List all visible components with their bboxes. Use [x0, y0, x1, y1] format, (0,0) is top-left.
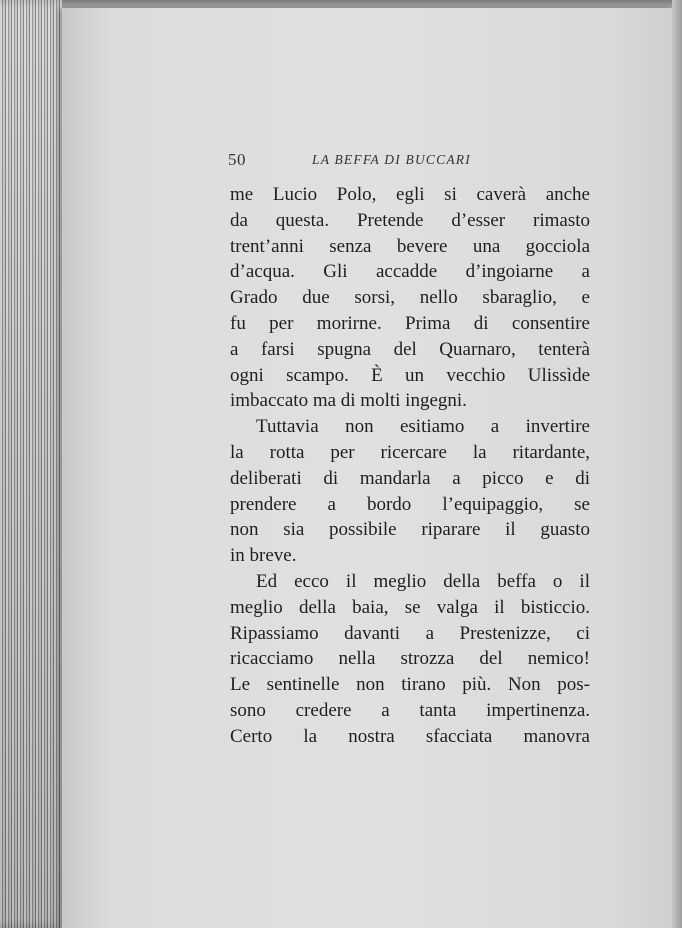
text-line: non sia possibile riparare il guasto — [230, 519, 590, 541]
body-text — [230, 182, 590, 750]
text-line: fu per morirne. Prima di consentire — [230, 312, 590, 334]
text-line: ogni scampo. È un vecchio Ulissìde — [230, 364, 590, 386]
paragraph-3 — [230, 569, 590, 750]
text-line: ricacciamo nella strozza del nemico! — [230, 648, 590, 670]
running-title: LA BEFFA DI BUCCARI — [312, 152, 471, 167]
text-line: in breve. — [230, 545, 297, 567]
text-line: meglio della baia, se valga il bisticcio. — [230, 596, 590, 618]
page-right-edge — [672, 0, 682, 928]
text-line: d’acqua. Gli accadde d’ingoiarne a — [230, 261, 590, 283]
running-header — [228, 150, 588, 174]
paragraph-1 — [230, 182, 590, 414]
text-line: Ripassiamo davanti a Prestenizze, ci — [230, 622, 590, 644]
text-line: Certo la nostra sfacciata manovra — [230, 725, 590, 747]
text-line: sono credere a tanta impertinenza. — [230, 699, 590, 721]
text-line: Ed ecco il meglio della beffa o il — [256, 570, 590, 592]
text-line: imbaccato ma di molti ingegni. — [230, 390, 467, 412]
text-line: prendere a bordo l’equipaggio, se — [230, 493, 590, 515]
text-line: Le sentinelle non tirano più. Non pos- — [230, 674, 590, 696]
page-number: 50 — [228, 150, 246, 169]
paragraph-2 — [230, 414, 590, 569]
text-line: deliberati di mandarla a picco e di — [230, 467, 590, 489]
text-line: da questa. Pretende d’esser rimasto — [230, 209, 590, 231]
text-line: trent’anni senza bevere una gocciola — [230, 235, 590, 257]
text-line: Tuttavia non esitiamo a invertire — [256, 416, 590, 438]
text-line: Grado due sorsi, nello sbaraglio, e — [230, 287, 590, 309]
text-line: me Lucio Polo, egli si caverà anche — [230, 184, 590, 205]
text-line: a farsi spugna del Quarnaro, tenterà — [230, 338, 590, 360]
text-line: la rotta per ricercare la ritardante, — [230, 441, 590, 463]
